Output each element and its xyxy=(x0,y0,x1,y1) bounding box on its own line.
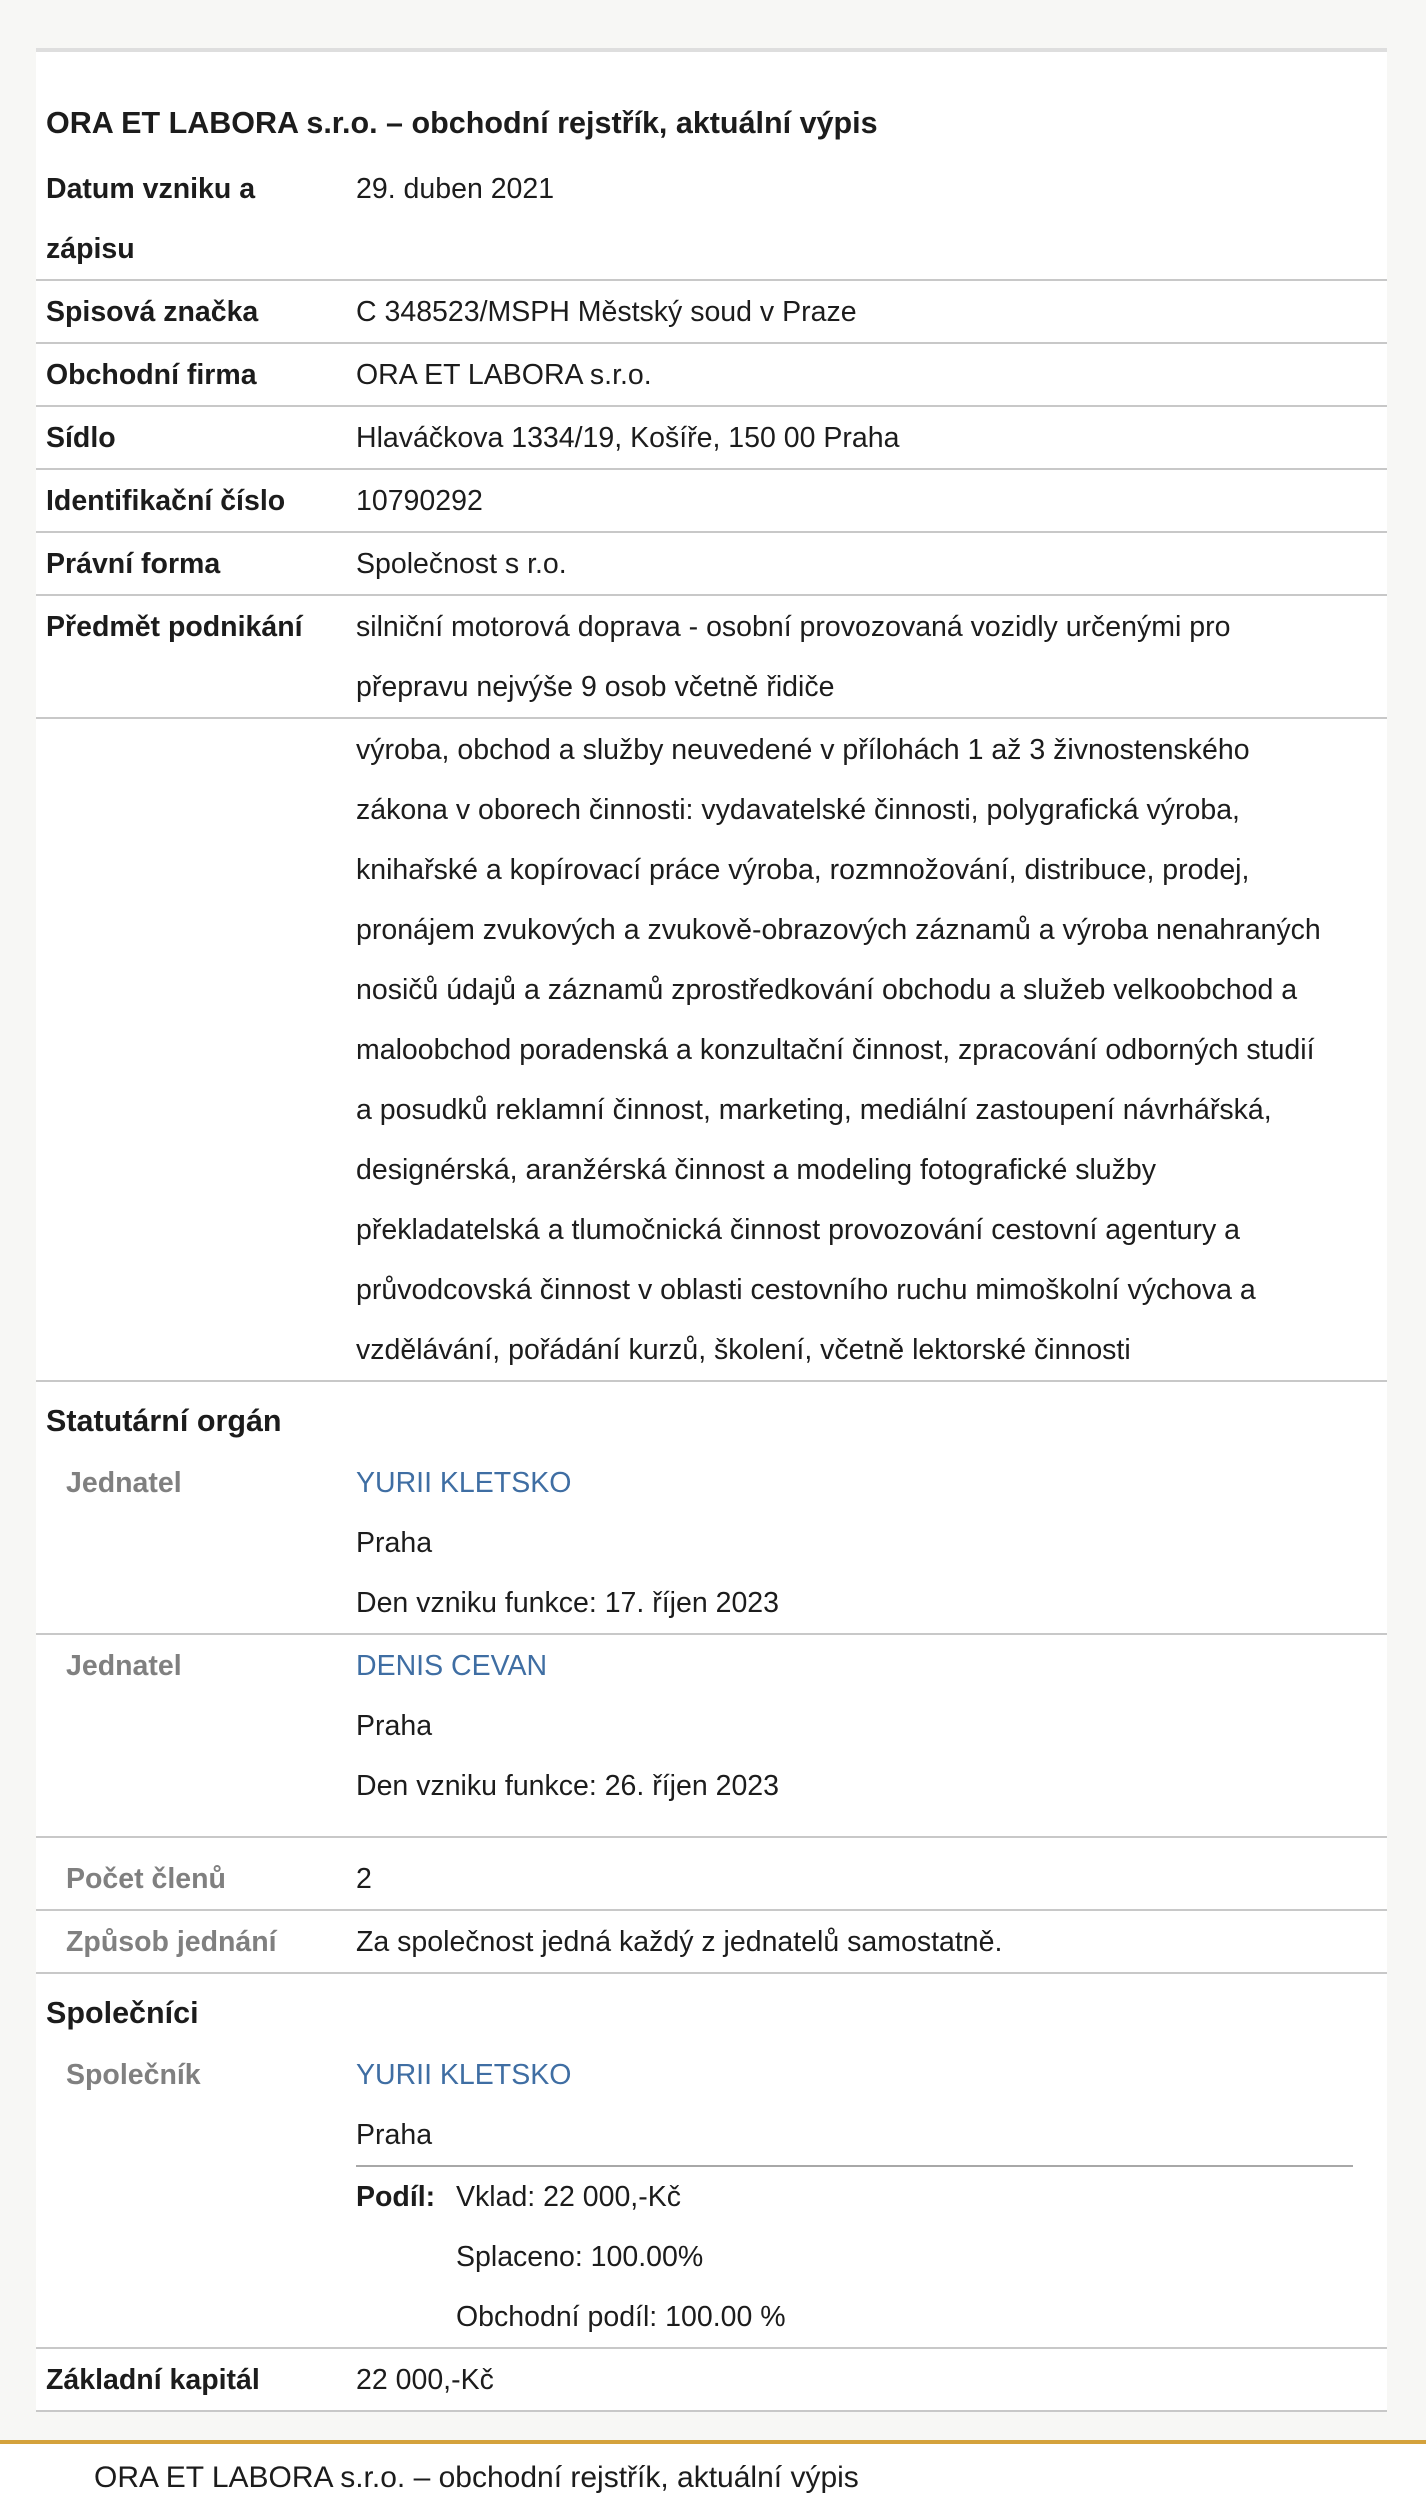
label-jednatel: Jednatel xyxy=(66,1467,182,1499)
row-spisova-znacka xyxy=(36,281,1387,344)
predmet-item-1-line: přepravu nejvýše 9 osob včetně řidiče xyxy=(356,671,835,703)
label-zpusob-jednani: Způsob jednání xyxy=(66,1926,277,1958)
value-jednatel-1 xyxy=(356,1452,1387,1633)
podil-block xyxy=(356,2165,1353,2347)
footer-title: ORA ET LABORA s.r.o. – obchodní rejstřík, aktuální výpis xyxy=(94,2461,859,2494)
label-obchodni-firma: Obchodní firma xyxy=(46,359,257,391)
value-spolecnik xyxy=(356,2044,1387,2347)
register-extract xyxy=(36,48,1387,2412)
podil-label: Podíl: xyxy=(356,2181,436,2213)
podil-vklad: Vklad: 22 000,-Kč xyxy=(456,2181,681,2213)
predmet-item-2-line: knihařské a kopírovací práce výroba, rozmnožování, distribuce, prodej, xyxy=(356,854,1250,886)
person-since: Den vzniku funkce: 26. říjen 2023 xyxy=(356,1770,780,1802)
row-pravni-forma xyxy=(36,533,1387,596)
predmet-item-2-line: vzdělávání, pořádání kurzů, školení, včetně lektorské činnosti xyxy=(356,1334,1131,1366)
predmet-item-2-line: průvodcovská činnost v oblasti cestovního ruchu mimoškolní výchova a xyxy=(356,1274,1256,1306)
row-spacer xyxy=(356,1816,1383,1836)
row-zakladni-kapital xyxy=(36,2349,1387,2412)
person-link-denis-cevan[interactable]: DENIS CEVAN xyxy=(356,1650,548,1682)
predmet-item-2-line: překladatelská a tlumočnická činnost provozování cestovní agentury a xyxy=(356,1214,1240,1246)
section-spolecnici: Společníci xyxy=(46,1996,199,2030)
row-identifikacni-cislo xyxy=(36,470,1387,533)
person-since: Den vzniku funkce: 17. říjen 2023 xyxy=(356,1587,780,1619)
person-city: Praha xyxy=(356,1527,433,1559)
row-obchodni-firma xyxy=(36,344,1387,407)
value-identifikacni-cislo: 10790292 xyxy=(356,485,483,517)
podil-splaceno: Splaceno: 100.00% xyxy=(456,2241,704,2273)
label-empty xyxy=(36,719,356,1380)
person-link-yurii-kletsko[interactable]: YURII KLETSKO xyxy=(356,1467,572,1499)
predmet-item-2-line: zákona v oborech činnosti: vydavatelské činnosti, polygrafická výroba, xyxy=(356,794,1240,826)
label-datum-line-1: Datum vzniku a xyxy=(46,173,256,205)
section-statutarni-organ: Statutární orgán xyxy=(46,1404,282,1438)
predmet-item-2-line: nosičů údajů a záznamů zprostředkování obchodu a služeb velkoobchod a xyxy=(356,974,1298,1006)
label-identifikacni-cislo: Identifikační číslo xyxy=(46,485,286,517)
label-pocet-clenu: Počet členů xyxy=(66,1863,226,1895)
person-city: Praha xyxy=(356,2119,433,2151)
row-spolecnik xyxy=(36,2044,1387,2349)
predmet-item-2-line: výroba, obchod a služby neuvedené v přílohách 1 až 3 živnostenského xyxy=(356,734,1250,766)
value-pravni-forma: Společnost s r.o. xyxy=(356,548,567,580)
value-predmet-item-2 xyxy=(356,719,1387,1380)
label-spolecnik: Společník xyxy=(66,2059,201,2091)
value-spisova-znacka: C 348523/MSPH Městský soud v Praze xyxy=(356,296,857,328)
label-datum-line-2: zápisu xyxy=(46,233,135,265)
value-obchodni-firma: ORA ET LABORA s.r.o. xyxy=(356,359,652,391)
row-sidlo xyxy=(36,407,1387,470)
label-pravni-forma: Právní forma xyxy=(46,548,221,580)
row-pocet-clenu xyxy=(36,1838,1387,1911)
label-spisova-znacka: Spisová značka xyxy=(46,296,259,328)
person-city: Praha xyxy=(356,1710,433,1742)
label-datum-vzniku xyxy=(36,158,356,279)
label-zakladni-kapital: Základní kapitál xyxy=(46,2364,260,2396)
row-jednatel-2 xyxy=(36,1635,1387,1838)
value-zakladni-kapital: 22 000,-Kč xyxy=(356,2364,494,2396)
document-title: ORA ET LABORA s.r.o. – obchodní rejstřík, aktuální výpis xyxy=(46,106,878,140)
value-predmet-item-1 xyxy=(356,596,1387,717)
row-zpusob-jednani xyxy=(36,1911,1387,1974)
row-datum-vzniku xyxy=(36,158,1387,281)
value-pocet-clenu: 2 xyxy=(356,1863,372,1895)
row-predmet-podnikani-1 xyxy=(36,596,1387,719)
predmet-item-2-line: maloobchod poradenská a konzultační činnost, zpracování odborných studií xyxy=(356,1034,1315,1066)
label-sidlo: Sídlo xyxy=(46,422,116,454)
podil-details xyxy=(456,2167,786,2347)
label-predmet-podnikani: Předmět podnikání xyxy=(46,611,303,643)
predmet-item-2-line: pronájem zvukových a zvukově-obrazových záznamů a výroba nenahraných xyxy=(356,914,1321,946)
predmet-item-2-line: a posudků reklamní činnost, marketing, mediální zastoupení návrhářská, xyxy=(356,1094,1272,1126)
page-footer xyxy=(0,2440,1426,2512)
row-predmet-podnikani-2 xyxy=(36,719,1387,1382)
value-zpusob-jednani: Za společnost jedná každý z jednatelů samostatně. xyxy=(356,1926,1003,1958)
row-jednatel-1 xyxy=(36,1452,1387,1635)
predmet-item-1-line: silniční motorová doprava - osobní provozovaná vozidly určenými pro xyxy=(356,611,1231,643)
podil-obchodni-podil: Obchodní podíl: 100.00 % xyxy=(456,2301,786,2333)
value-sidlo: Hlaváčkova 1334/19, Košíře, 150 00 Praha xyxy=(356,422,900,454)
predmet-item-2-line: designérská, aranžérská činnost a modeling fotografické služby xyxy=(356,1154,1157,1186)
value-datum-vzniku: 29. duben 2021 xyxy=(356,173,555,205)
value-jednatel-2 xyxy=(356,1635,1387,1836)
person-link-yurii-kletsko[interactable]: YURII KLETSKO xyxy=(356,2059,572,2091)
label-jednatel: Jednatel xyxy=(66,1650,182,1682)
